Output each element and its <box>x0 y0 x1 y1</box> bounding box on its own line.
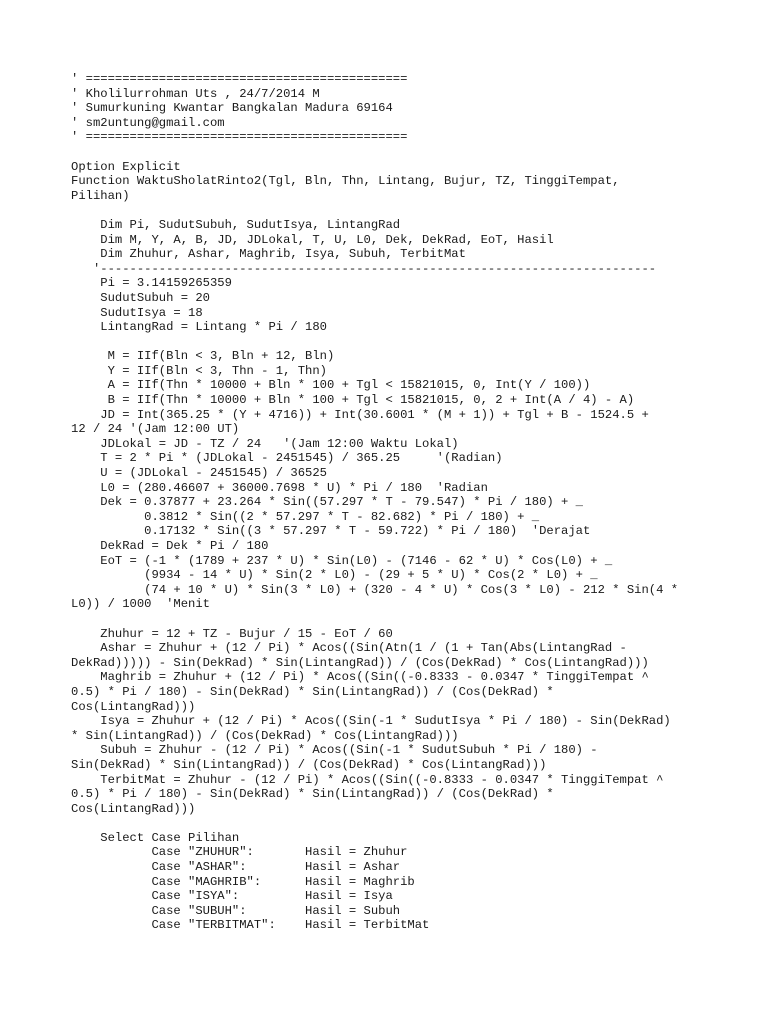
code-line: Select Case Pilihan <box>71 830 240 845</box>
code-line: DekRad = Dek * Pi / 180 <box>71 539 269 553</box>
code-line: TerbitMat = Zhuhur - (12 / Pi) * Acos((Sin((-0.8333 - 0.0347 * TinggiTempat ^ <box>71 772 664 787</box>
code-line: Cos(LintangRad))) <box>71 801 196 816</box>
code-line: Ashar = Zhuhur + (12 / Pi) * Acos((Sin(Atn(1 / (1 + Tan(Abs(LintangRad - <box>71 641 627 656</box>
code-line: 0.17132 * Sin((3 * 57.297 * T - 59.722) * Pi / 180) 'Derajat <box>71 524 591 539</box>
code-line: L0)) / 1000 'Menit <box>71 597 210 612</box>
code-line: (9934 - 14 * U) * Sin(2 * L0) - (29 + 5 * U) * Cos(2 * L0) + _ <box>71 568 598 583</box>
code-line: Cos(LintangRad))) <box>71 699 196 714</box>
code-line: Dim Zhuhur, Ashar, Maghrib, Isya, Subuh, TerbitMat <box>71 247 466 262</box>
code-line: SudutSubuh = 20 <box>71 290 210 305</box>
code-line: Case "MAGHRIB": Hasil = Maghrib <box>71 874 415 889</box>
code-line: Case "ASHAR": Hasil = Ashar <box>71 860 401 875</box>
code-line <box>71 145 711 160</box>
code-line: T = 2 * Pi * (JDLokal - 2451545) / 365.25 '(Radian) <box>71 451 503 466</box>
code-line: Case "TERBITMAT": Hasil = TerbitMat <box>71 918 430 933</box>
code-line: ' ============================================ <box>71 130 408 145</box>
code-line <box>71 203 711 218</box>
code-line: EoT = (-1 * (1789 + 237 * U) * Sin(L0) - (7146 - 62 * U) * Cos(L0) + _ <box>71 553 613 568</box>
code-line: Sin(DekRad) * Sin(LintangRad)) / (Cos(DekRad) * Cos(LintangRad))) <box>71 757 547 772</box>
code-line: Case "ZHUHUR": Hasil = Zhuhur <box>71 845 408 860</box>
code-line: L0 = (280.46607 + 36000.7698 * U) * Pi / 180 'Radian <box>71 480 488 495</box>
code-line: Zhuhur = 12 + TZ - Bujur / 15 - EoT / 60 <box>71 626 393 641</box>
code-line: JDLokal = JD - TZ / 24 '(Jam 12:00 Waktu Lokal) <box>71 436 459 451</box>
code-line: M = IIf(Bln < 3, Bln + 12, Bln) <box>71 349 335 364</box>
code-line: LintangRad = Lintang * Pi / 180 <box>71 320 327 335</box>
code-line: (74 + 10 * U) * Sin(3 * L0) + (320 - 4 * U) * Cos(3 * L0) - 212 * Sin(4 * <box>71 582 679 597</box>
code-line: '---------------------------------------------------------------------------- <box>71 261 657 276</box>
code-line: * Sin(LintangRad)) / (Cos(DekRad) * Cos(LintangRad))) <box>71 728 459 743</box>
code-line: Case "ISYA": Hasil = Isya <box>71 889 393 904</box>
code-line: ' ============================================ <box>71 72 408 86</box>
code-line: Pilihan) <box>71 188 130 203</box>
code-line: ' sm2untung@gmail.com <box>71 115 225 130</box>
code-line: 12 / 24 '(Jam 12:00 UT) <box>71 422 240 437</box>
code-line: ' Kholilurrohman Uts , 24/7/2014 M <box>71 86 320 101</box>
code-line: B = IIf(Thn * 10000 + Bln * 100 + Tgl < 15821015, 0, 2 + Int(A / 4) - A) <box>71 393 635 408</box>
code-line: JD = Int(365.25 * (Y + 4716)) + Int(30.6001 * (M + 1)) + Tgl + B - 1524.5 + <box>71 407 649 422</box>
code-line: Subuh = Zhuhur - (12 / Pi) * Acos((Sin(-1 * SudutSubuh * Pi / 180) - <box>71 743 598 758</box>
code-line: ' Sumurkuning Kwantar Bangkalan Madura 69164 <box>71 101 393 116</box>
code-line: DekRad))))) - Sin(DekRad) * Sin(LintangRad)) / (Cos(DekRad) * Cos(LintangRad))) <box>71 655 649 670</box>
code-line: SudutIsya = 18 <box>71 305 203 320</box>
code-line: Function WaktuSholatRinto2(Tgl, Bln, Thn, Lintang, Bujur, TZ, TinggiTempat, <box>71 174 620 189</box>
code-line: Option Explicit <box>71 159 181 174</box>
code-line: Dim M, Y, A, B, JD, JDLokal, T, U, L0, Dek, DekRad, EoT, Hasil <box>71 232 554 247</box>
code-line: Maghrib = Zhuhur + (12 / Pi) * Acos((Sin((-0.8333 - 0.0347 * TinggiTempat ^ <box>71 670 649 685</box>
code-line: Case "SUBUH": Hasil = Subuh <box>71 903 401 918</box>
code-line: Y = IIf(Bln < 3, Thn - 1, Thn) <box>71 363 327 378</box>
code-line: 0.5) * Pi / 180) - Sin(DekRad) * Sin(LintangRad)) / (Cos(DekRad) * <box>71 684 554 699</box>
code-line: U = (JDLokal - 2451545) / 36525 <box>71 466 327 481</box>
code-line <box>71 612 711 627</box>
code-line: 0.5) * Pi / 180) - Sin(DekRad) * Sin(LintangRad)) / (Cos(DekRad) * <box>71 787 554 802</box>
code-listing <box>71 72 711 933</box>
code-line: 0.3812 * Sin((2 * 57.297 * T - 82.682) * Pi / 180) + _ <box>71 509 540 524</box>
code-line <box>71 335 711 350</box>
code-line: Pi = 3.14159265359 <box>71 276 232 291</box>
code-line: Dek = 0.37877 + 23.264 * Sin((57.297 * T - 79.547) * Pi / 180) + _ <box>71 495 583 510</box>
code-line: A = IIf(Thn * 10000 + Bln * 100 + Tgl < 15821015, 0, Int(Y / 100)) <box>71 378 591 393</box>
code-line: Isya = Zhuhur + (12 / Pi) * Acos((Sin(-1 * SudutIsya * Pi / 180) - Sin(DekRad) <box>71 714 671 729</box>
code-line: Dim Pi, SudutSubuh, SudutIsya, LintangRad <box>71 217 401 232</box>
code-line <box>71 816 711 831</box>
